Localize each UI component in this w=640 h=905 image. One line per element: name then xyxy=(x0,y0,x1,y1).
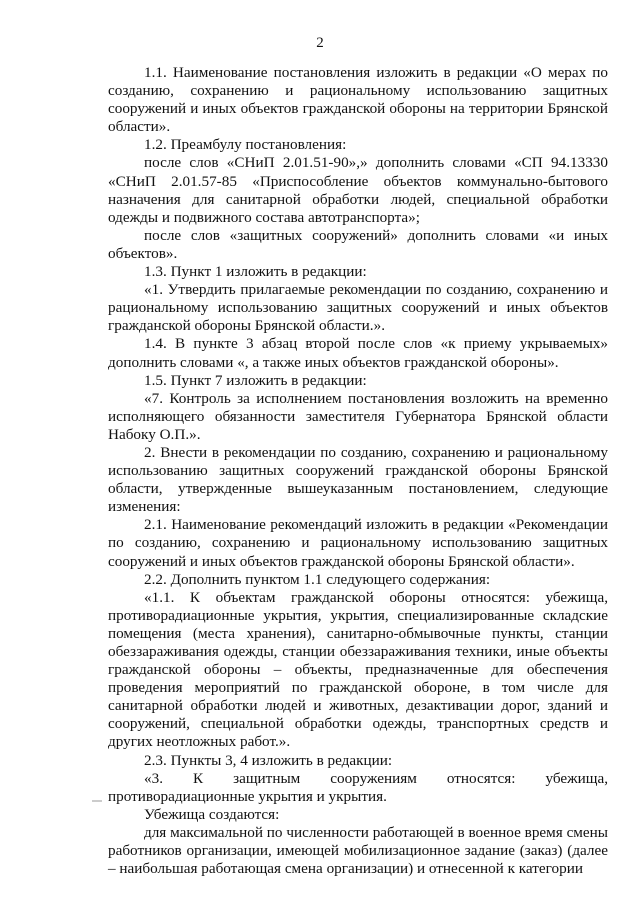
margin-mark xyxy=(92,800,102,802)
paragraph-1-3: 1.3. Пункт 1 изложить в редакции: xyxy=(144,263,367,281)
paragraph-2-3: 2.3. Пункты 3, 4 изложить в редакции: xyxy=(144,751,393,769)
paragraph-max-shift: для максимальной по численности работающей в военное время смены работников организации, имеющей мобилизационное задание (заказ) (далее – наибольшая работающая смена организации) и отнесенной к категории xyxy=(108,823,608,878)
paragraph-2-1: 2.1. Наименование рекомендаций изложить в редакции «Рекомендации по созданию, сохранению и рациональному использованию защитных сооружений и иных объектов гражданской обороны Брянской области». xyxy=(108,516,608,570)
paragraph-1-1: 1.1. Наименование постановления изложить в редакции «О мерах по созданию, сохранению и рациональному использованию защитных сооружений и иных объектов гражданской обороны на территории Брянской области». xyxy=(108,64,608,136)
page-number: 2 xyxy=(316,35,324,51)
paragraph-1-2: 1.2. Преамбулу постановления: xyxy=(144,136,347,154)
paragraph-shelters-created: Убежища создаются: xyxy=(144,805,280,823)
document-body xyxy=(108,64,608,878)
paragraph-2-2: 2.2. Дополнить пунктом 1.1 следующего содержания: xyxy=(144,570,491,588)
paragraph-1-4: 1.4. В пункте 3 абзац второй после слов «к приему укрываемых» дополнить словами «, а также иных объектов гражданской обороны». xyxy=(108,335,608,371)
paragraph-item-3: «3. К защитным сооружениям относятся: убежища, противорадиационные укрытия и укрытия. xyxy=(108,769,608,805)
paragraph-item-1: «1. Утвердить прилагаемые рекомендации по созданию, сохранению и рациональному использованию защитных сооружений и иных объектов гражданской обороны Брянской области.». xyxy=(108,281,608,335)
paragraph-preamble-snip: после слов «СНиП 2.01.51-90»,» дополнить словами «СП 94.13330 «СНиП 2.01.57-85 «Приспособление объектов коммунально-бытового назначения для санитарной обработки людей, специальной обработки одежды и подвижного состава автотранспорта»; xyxy=(108,154,608,226)
paragraph-1-5: 1.5. Пункт 7 изложить в редакции: xyxy=(144,371,367,389)
paragraph-preamble-protective: после слов «защитных сооружений» дополнить словами «и иных объектов». xyxy=(108,226,608,262)
paragraph-item-7: «7. Контроль за исполнением постановления возложить на временно исполняющего обязанности заместителя Губернатора Брянской области Набоку О.П.». xyxy=(108,389,608,443)
paragraph-2: 2. Внести в рекомендации по созданию, сохранению и рациональному использованию защитных сооружений гражданской обороны Брянской области, утвержденные вышеуказанным постановлением, следующие изменения: xyxy=(108,443,608,516)
paragraph-item-1-1: «1.1. К объектам гражданской обороны относятся: убежища, противорадиационные укрытия, укрытия, специализированные складские помещения (места хранения), санитарно-обмывочные пункты, станции обеззараживания одежды, станции обеззараживания техники, иные объекты гражданской обороны – объекты, предназначенные для обеспечения проведения мероприятий по гражданской обороне, в том числе для санитарной обработки людей и животных, дезактивации дорог, зданий и сооружений, специальной обработки одежды, транспортных средств и других неотложных работ.». xyxy=(108,588,608,751)
